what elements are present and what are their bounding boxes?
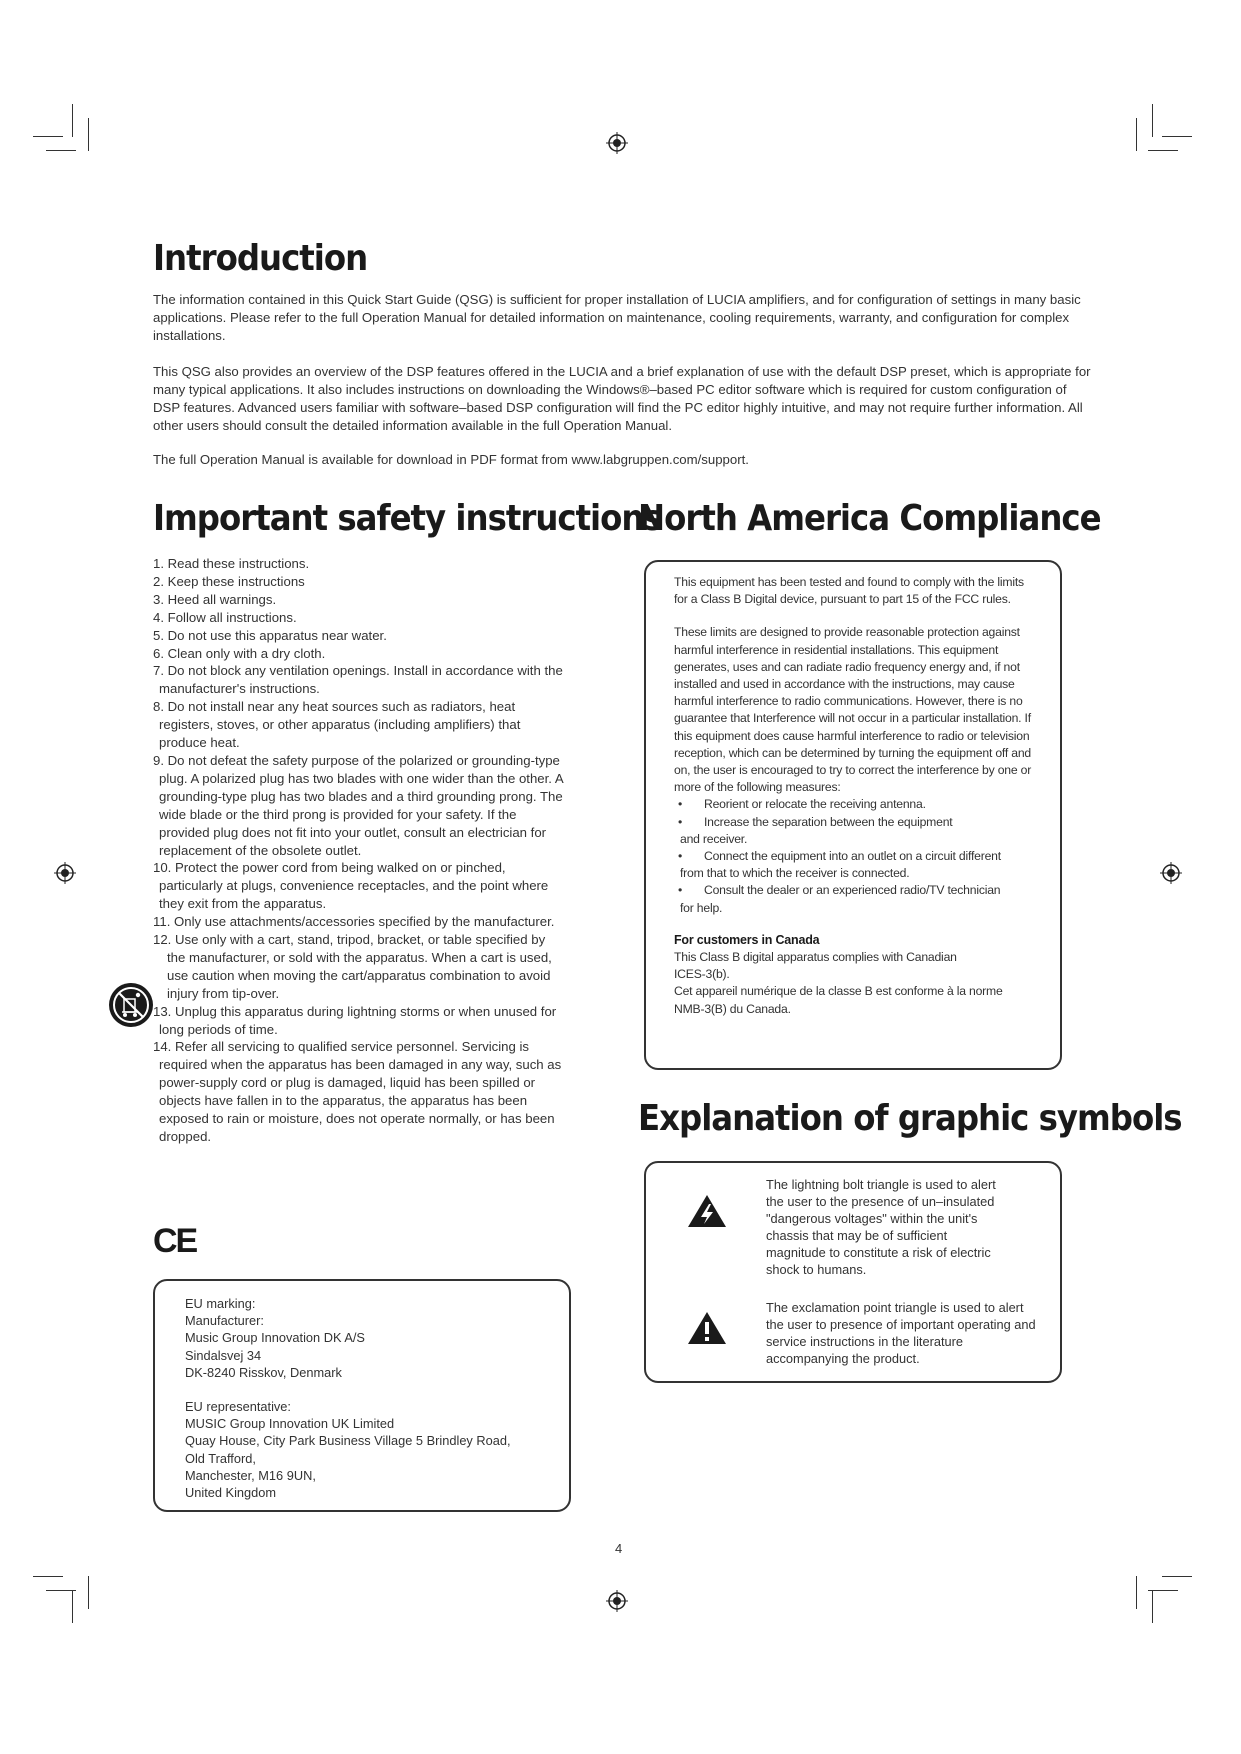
crop-mark bbox=[72, 104, 73, 137]
intro-paragraph: The information contained in this Quick Start Guide (QSG) is sufficient for proper installation of LUCIA amplifiers, and for configuration of settings in many basic applications. Please refer to the full Operation Manual for detailed information on maintenance, cooling requirements, warranty, and configuration for complex installations. bbox=[153, 292, 1081, 343]
bullet-text: Connect the equipment into an outlet on a circuit different bbox=[704, 849, 1001, 864]
crop-mark bbox=[33, 1576, 63, 1577]
compliance-bullet bbox=[674, 814, 1034, 831]
list-item: 11. Only use attachments/accessories specified by the manufacturer. bbox=[153, 914, 555, 930]
list-item: 9. Do not defeat the safety purpose of the polarized or grounding-type plug. A polarized plug has two blades with one wider than the other. A grounding-type plug has two blades and a third grounding prong. The wide blade or the third prong is provided for your safety. If the provided plug does not fit into your outlet, consult an electrician for replacement of the obsolete outlet. bbox=[153, 752, 563, 858]
eu-marking-label: EU marking: bbox=[185, 1296, 256, 1311]
bullet-marker: • bbox=[678, 814, 683, 829]
bullet-text: Increase the separation between the equipment bbox=[704, 814, 953, 829]
bullet-continuation: from that to which the receiver is connected. bbox=[680, 866, 910, 881]
bullet-text: Consult the dealer or an experienced radio/TV technician bbox=[704, 883, 1001, 898]
list-item: 7. Do not block any ventilation openings. Install in accordance with the manufacturer's instructions. bbox=[153, 663, 563, 697]
bullet-marker: • bbox=[678, 883, 683, 898]
list-item: 6. Clean only with a dry cloth. bbox=[153, 645, 326, 661]
compliance-bullet bbox=[674, 848, 1034, 865]
intro-paragraph: The full Operation Manual is available for download in PDF format from www.labgruppen.com/support. bbox=[153, 452, 749, 467]
crop-mark bbox=[1152, 104, 1153, 137]
representative-label: EU representative: bbox=[185, 1399, 291, 1415]
manufacturer-line: DK-8240 Risskov, Denmark bbox=[185, 1364, 342, 1380]
bullet-marker: • bbox=[678, 797, 683, 812]
introduction-title: Introduction bbox=[153, 238, 368, 279]
list-item: 1. Read these instructions. bbox=[153, 556, 310, 571]
compliance-bullet bbox=[674, 796, 1034, 813]
crop-mark bbox=[1162, 1576, 1192, 1577]
representative-line: MUSIC Group Innovation UK Limited bbox=[185, 1416, 395, 1432]
crop-mark bbox=[88, 1576, 89, 1609]
compliance-box bbox=[644, 560, 1062, 1070]
bullet-continuation: and receiver. bbox=[680, 831, 748, 846]
list-item: 5. Do not use this apparatus near water. bbox=[153, 627, 387, 643]
exclamation-symbol-description: The exclamation point triangle is used to alert the user to presence of important operating and service instructions in the literature accompanying the product. bbox=[766, 1300, 1036, 1366]
crop-mark bbox=[1136, 118, 1137, 151]
compliance-title: North America Compliance bbox=[638, 498, 1101, 539]
manufacturer-label: Manufacturer: bbox=[185, 1313, 264, 1329]
representative-line: Manchester, M16 9UN, bbox=[185, 1467, 316, 1483]
page-number: 4 bbox=[615, 1541, 623, 1556]
registration-mark-icon bbox=[54, 862, 76, 884]
manufacturer-line: Sindalsvej 34 bbox=[185, 1347, 262, 1363]
list-item: 13. Unplug this apparatus during lightning storms or when unused for long periods of time. bbox=[153, 1003, 557, 1037]
crop-mark bbox=[72, 1590, 73, 1623]
ce-mark: CE bbox=[153, 1222, 197, 1260]
exclamation-triangle-icon bbox=[687, 1311, 727, 1345]
bullet-continuation: for help. bbox=[680, 900, 723, 915]
list-item: 8. Do not install near any heat sources such as radiators, heat registers, stoves, or other apparatus (including amplifiers) that produce heat. bbox=[153, 699, 521, 751]
crop-mark bbox=[33, 136, 63, 137]
safety-title: Important safety instructions bbox=[153, 498, 662, 539]
list-item: 12. Use only with a cart, stand, tripod, bracket, or table specified by the manufacturer, or sold with the apparatus. When a cart is used, use caution when moving the cart/apparatus combination to avoid injury from tip-over. bbox=[153, 932, 552, 1001]
canada-line: Cet appareil numérique de la classe B est conforme à la norme bbox=[674, 984, 1003, 999]
crop-mark bbox=[46, 150, 76, 151]
list-item: 10. Protect the power cord from being walked on or pinched, particularly at plugs, convenience receptacles, and the point where they exit from the apparatus. bbox=[153, 860, 549, 912]
bullet-text: Reorient or relocate the receiving antenna. bbox=[704, 797, 926, 812]
crop-mark bbox=[1148, 150, 1178, 151]
list-item: 3. Heed all warnings. bbox=[153, 591, 277, 607]
canada-line: This Class B digital apparatus complies with Canadian bbox=[674, 950, 957, 965]
lightning-symbol-description: The lightning bolt triangle is used to alert the user to the presence of un–insulated "dangerous voltages" within the unit's chassis that may be of sufficient magnitude to constitute a risk of electric shock to humans. bbox=[766, 1177, 996, 1277]
intro-paragraph: This QSG also provides an overview of the DSP features offered in the LUCIA and a brief explanation of use with the default DSP preset, which is appropriate for many typical applications. It also includes instructions on downloading the Windows®–based PC editor software which is required for custom configuration of DSP features. Advanced users familiar with software–based DSP configuration will find the PC editor highly intuitive, and may not require further information. All other users should consult the detailed information available in the full Operation Manual. bbox=[153, 364, 1091, 433]
bullet-marker: • bbox=[678, 849, 683, 864]
crop-mark bbox=[88, 118, 89, 151]
representative-line: Quay House, City Park Business Village 5 Brindley Road, bbox=[185, 1433, 511, 1449]
crop-mark bbox=[1136, 1576, 1137, 1609]
symbols-title: Explanation of graphic symbols bbox=[638, 1098, 1182, 1139]
canada-line: ICES-3(b). bbox=[674, 967, 730, 982]
eu-marking-box bbox=[153, 1279, 571, 1512]
crop-mark bbox=[1152, 1590, 1153, 1623]
representative-line: Old Trafford, bbox=[185, 1450, 256, 1466]
symbols-box bbox=[644, 1161, 1062, 1383]
spacer bbox=[674, 917, 1034, 932]
spacer bbox=[185, 1381, 569, 1398]
crop-mark bbox=[1162, 136, 1192, 137]
compliance-paragraph: These limits are designed to provide reasonable protection against harmful interference in residential installations. This equipment generates, uses and can radiate radio frequency energy and, if not installed and used in accordance with the instructions, may cause harmful interference to radio communications. However, there is no guarantee that Interference will not occur in a particular installation. If this equipment does cause harmful interference to radio or television reception, which can be determined by turning the equipment off and on, the user is encouraged to try to correct the interference by one or more of the following measures: bbox=[674, 625, 1032, 795]
manufacturer-line: Music Group Innovation DK A/S bbox=[185, 1330, 365, 1346]
registration-mark-icon bbox=[1160, 862, 1182, 884]
safety-list bbox=[153, 555, 565, 1146]
canada-heading: For customers in Canada bbox=[674, 932, 820, 947]
list-item: 2. Keep these instructions bbox=[153, 573, 305, 589]
list-item: 4. Follow all instructions. bbox=[153, 609, 297, 625]
spacer bbox=[674, 608, 1034, 624]
cart-tip-over-warning-icon bbox=[108, 982, 154, 1028]
compliance-paragraph: This equipment has been tested and found to comply with the limits for a Class B Digital device, pursuant to part 15 of the FCC rules. bbox=[674, 575, 1024, 607]
registration-mark-icon bbox=[606, 132, 628, 154]
lightning-triangle-icon bbox=[687, 1194, 727, 1228]
registration-mark-icon bbox=[606, 1590, 628, 1612]
representative-line: United Kingdom bbox=[185, 1485, 277, 1501]
list-item: 14. Refer all servicing to qualified service personnel. Servicing is required when the apparatus has been damaged in any way, such as power-supply cord or plug is damaged, liquid has been spilled or objects have fallen in to the apparatus, the apparatus has been exposed to rain or moisture, does not operate normally, or has been dropped. bbox=[153, 1039, 562, 1144]
canada-line: NMB-3(B) du Canada. bbox=[674, 1001, 791, 1016]
compliance-bullet bbox=[674, 882, 1034, 899]
